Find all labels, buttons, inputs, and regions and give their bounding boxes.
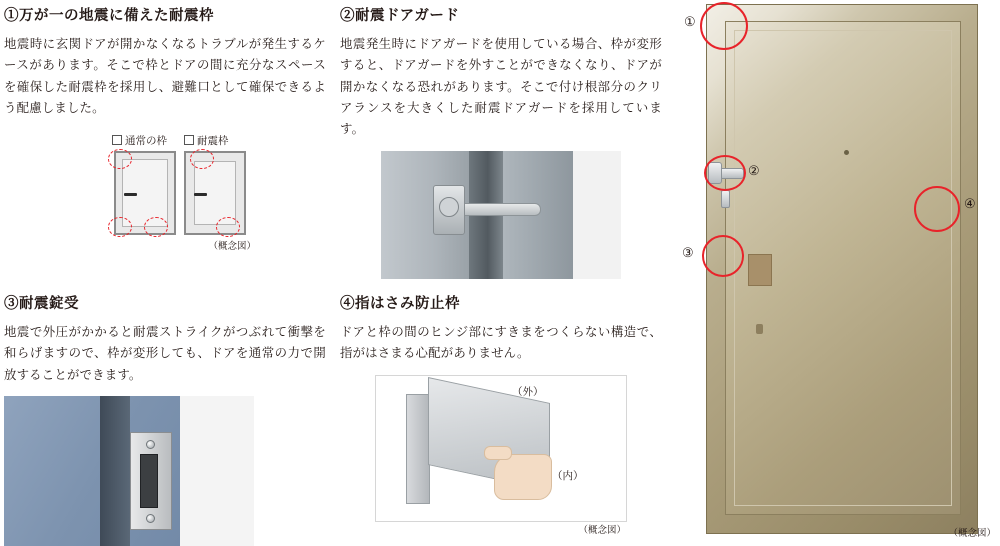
photo-background [573,151,621,279]
checkbox-icon [184,135,194,145]
finger-illustration [484,446,512,460]
figure-frame-comparison [4,129,326,259]
screw-icon [146,514,155,523]
marker-label-2: ② [748,163,760,178]
marker-label-3: ③ [682,245,694,260]
section-finger-pinch-guard [340,292,662,536]
section-1-title: ①万が一の地震に備えた耐震枠 [4,8,214,24]
label-inside: （内） [552,470,584,482]
door-guard-pin-icon [721,190,730,208]
marker-label-1: ① [684,14,696,29]
marker-circle-1 [700,2,748,50]
figure-door-guard-photo [340,151,662,279]
section-3-body: 地震で外圧がかかると耐震ストライクがつぶれて衝撃を和らげますので、枠が変形しても、ドアを通常の力で開放することができます。 [4,325,326,382]
door-handle-icon [194,193,207,196]
door-overview-diagram [682,0,1000,541]
screw-icon [146,440,155,449]
section-4-body: ドアと枠の間のヒンジ部にすきまをつくらない構造で、指がはさまる心配がありません。 [340,325,662,361]
door-diagram-caption: （概念図） [948,529,996,539]
door-frame [706,4,978,534]
strike-hole [140,454,158,508]
door-leaf [725,21,961,515]
photo-wall [180,396,254,546]
figure-hinge-concept [340,375,662,536]
marker-circle-4 [914,186,960,232]
section-3-title: ③耐震錠受 [4,296,79,312]
figure-label-normal-frame: 通常の枠 [112,133,167,148]
section-2-body: 地震発生時にドアガードを使用している場合、枠が変形すると、ドアガードを外すことができなくなり、ドアが開かなくなる恐れがあります。そこで付け根部分のクリアランスを大きくした耐震ドアガードを採用しています。 [340,37,662,137]
door-guard-arm [453,203,541,216]
photo-seismic-strike [4,396,254,546]
figure-1-caption: （概念図） [208,242,256,253]
marker-label-4: ④ [964,196,976,211]
checkbox-icon [112,135,122,145]
marker-circle-2 [704,155,746,191]
section-2-title: ②耐震ドアガード [340,8,460,24]
section-1-body: 地震時に玄関ドアが開かなくなるトラブルが発生するケースがあります。そこで枠とドアの間に充分なスペースを確保した耐震枠を採用し、避難口として確保できるよう配慮しました。 [4,37,326,115]
label-outside: （外） [512,386,544,398]
marker-circle-3 [702,235,744,277]
section-seismic-strike [4,292,326,546]
photo-door-frame [100,396,130,546]
section-4-title: ④指はさみ防止枠 [340,296,460,312]
door-guard-pin [439,197,459,217]
door-handle [748,254,772,286]
hand-illustration [494,454,552,500]
hinge-frame [406,394,430,504]
section-door-guard [340,4,662,279]
lock-cylinder-icon [756,324,763,334]
peephole-icon [844,150,849,155]
diagram-hinge [375,375,627,522]
section-seismic-frame [4,4,326,259]
door-handle-icon [124,193,137,196]
figure-4-caption: （概念図） [578,525,626,536]
figure-label-seismic-frame: 耐震枠 [184,133,229,148]
photo-door-guard [381,151,621,279]
figure-strike-photo [4,396,326,546]
